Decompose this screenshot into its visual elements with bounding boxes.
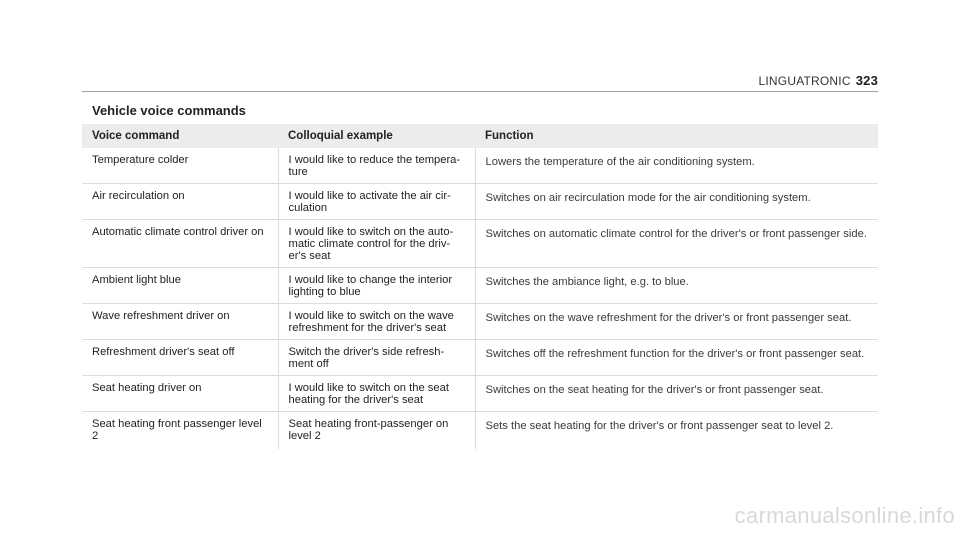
cell-colloquial-example: Switch the driver's side refresh- ment off (278, 340, 475, 376)
table-row (82, 148, 878, 184)
cell-colloquial-example: I would like to reduce the tempera- ture (278, 148, 475, 184)
table-row (82, 304, 878, 340)
running-header (540, 73, 878, 88)
page-number: 323 (855, 73, 878, 88)
cell-function: Lowers the temperature of the air conditioning system. (475, 148, 878, 184)
cell-colloquial-example: I would like to activate the air cir- culation (278, 184, 475, 220)
cell-voice-command: Seat heating driver on (82, 376, 278, 412)
cell-colloquial-example: I would like to switch on the seat heating for the driver's seat (278, 376, 475, 412)
table-row (82, 184, 878, 220)
cell-function: Switches on the seat heating for the driver's or front passenger seat. (475, 376, 878, 412)
column-header-voice-command: Voice command (82, 124, 278, 148)
cell-voice-command: Temperature colder (82, 148, 278, 184)
header-rule (82, 91, 878, 92)
cell-colloquial-example: I would like to switch on the wave refreshment for the driver's seat (278, 304, 475, 340)
cell-voice-command: Seat heating front passenger level 2 (92, 418, 262, 442)
column-header-function: Function (475, 124, 878, 148)
cell-voice-command: Refreshment driver's seat off (82, 340, 278, 376)
table-row (82, 340, 878, 376)
cell-function: Switches on automatic climate control for the driver's or front passenger side. (475, 220, 878, 268)
column-header-colloquial-example: Colloquial example (278, 124, 475, 148)
voice-commands-table (82, 124, 878, 449)
cell-function: Switches the ambiance light, e.g. to blue. (475, 268, 878, 304)
cell-function: Switches on the wave refreshment for the driver's or front passenger seat. (475, 304, 878, 340)
cell-voice-command: Ambient light blue (82, 268, 278, 304)
cell-function: Switches off the refreshment function for the driver's or front passenger seat. (475, 340, 878, 376)
section-title: LINGUATRONIC (758, 74, 851, 88)
cell-colloquial-example: Seat heating front-passenger on level 2 (278, 412, 475, 450)
cell-function: Switches on air recirculation mode for the air conditioning system. (475, 184, 878, 220)
cell-voice-command: Automatic climate control driver on (82, 220, 278, 268)
cell-colloquial-example: I would like to change the interior lighting to blue (278, 268, 475, 304)
cell-voice-command: Air recirculation on (82, 184, 278, 220)
table-row (82, 376, 878, 412)
table-header-row (82, 124, 878, 148)
cell-function: Sets the seat heating for the driver's or front passenger seat to level 2. (475, 412, 878, 450)
watermark: carmanualsonline.info (734, 503, 955, 528)
page-title: Vehicle voice commands (92, 103, 246, 118)
table-row (82, 268, 878, 304)
cell-colloquial-example: I would like to switch on the auto- matic climate control for the driv- er's seat (278, 220, 475, 268)
cell-voice-command: Wave refreshment driver on (82, 304, 278, 340)
table-row (82, 220, 878, 268)
table-row (82, 412, 878, 450)
